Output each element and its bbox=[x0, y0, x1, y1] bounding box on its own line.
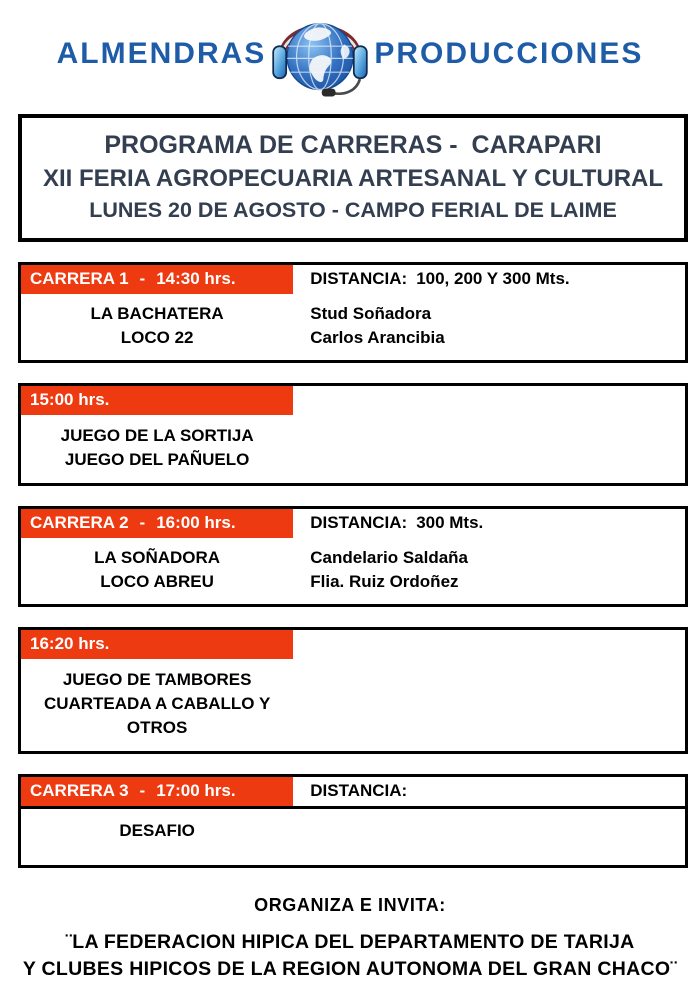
event-1500-items bbox=[21, 415, 293, 483]
event-item: JUEGO DEL PAÑUELO bbox=[64, 450, 250, 469]
carrera-1-time-bar bbox=[21, 265, 293, 294]
federation-lines bbox=[0, 929, 700, 983]
entry-row bbox=[21, 326, 685, 350]
horse-name: LOCO 22 bbox=[120, 328, 194, 347]
carrera-2-time: 16:00 hrs. bbox=[156, 513, 236, 532]
federation-line-2: Y CLUBES HIPICOS DE LA REGION AUTONOMA DEL GRAN CHACO¨ bbox=[22, 958, 678, 980]
carrera-3-time-bar bbox=[21, 777, 293, 806]
owner-name: Carlos Arancibia bbox=[310, 328, 445, 347]
carrera-1-time: 14:30 hrs. bbox=[156, 269, 236, 288]
carrera-3-header-row bbox=[21, 777, 685, 809]
separator-dash: - bbox=[139, 513, 146, 532]
event-1500-time-bar: 15:00 hrs. bbox=[21, 386, 293, 415]
brand-header bbox=[0, 6, 700, 102]
distance-label: DISTANCIA: bbox=[310, 269, 408, 288]
entry-row bbox=[21, 570, 685, 594]
section-event-1500 bbox=[18, 383, 688, 486]
carrera-1-header-row bbox=[21, 265, 685, 294]
event-item: JUEGO DE TAMBORES bbox=[62, 670, 252, 689]
distance-value: 100, 200 Y 300 Mts. bbox=[416, 269, 570, 288]
event-item: JUEGO DE LA SORTIJA bbox=[60, 426, 254, 445]
owner-name: Stud Soñadora bbox=[310, 304, 432, 323]
separator-dash: - bbox=[139, 269, 146, 288]
carrera-2-distance bbox=[293, 509, 685, 538]
carrera-3-distance bbox=[293, 777, 685, 806]
distance-label: DISTANCIA: bbox=[310, 781, 408, 800]
owner-name: Flia. Ruiz Ordoñez bbox=[310, 572, 459, 591]
entry-row bbox=[21, 819, 685, 843]
carrera-2-label: CARRERA 2 bbox=[30, 513, 129, 532]
organizer-label: ORGANIZA E INVITA: bbox=[254, 895, 446, 915]
section-carrera-1 bbox=[18, 262, 688, 363]
carrera-2-entries bbox=[21, 538, 685, 604]
carrera-2-header-row bbox=[21, 509, 685, 538]
event-1620-time-bar: 16:20 hrs. bbox=[21, 630, 293, 659]
carrera-3-entries bbox=[21, 809, 685, 865]
carrera-1-entries bbox=[21, 294, 685, 360]
date-venue: LUNES 20 DE AGOSTO - CAMPO FERIAL DE LAIME bbox=[89, 198, 617, 222]
distance-label: DISTANCIA: bbox=[310, 513, 408, 532]
carrera-1-distance bbox=[293, 265, 685, 294]
section-carrera-3 bbox=[18, 774, 688, 868]
horse-name: LOCO ABREU bbox=[100, 572, 214, 591]
horse-name: LA BACHATERA bbox=[90, 304, 224, 323]
owner-name: Candelario Saldaña bbox=[310, 548, 469, 567]
carrera-2-time-bar bbox=[21, 509, 293, 538]
carrera-3-time: 17:00 hrs. bbox=[156, 781, 236, 800]
horse-name: DESAFIO bbox=[119, 821, 195, 840]
brand-name-right: PRODUCCIONES bbox=[374, 37, 644, 70]
entry-row bbox=[21, 546, 685, 570]
globe-headphones-icon bbox=[268, 6, 372, 102]
section-event-1620 bbox=[18, 627, 688, 754]
footer bbox=[0, 895, 700, 983]
event-item: CUARTEADA A CABALLO Y OTROS bbox=[43, 694, 271, 737]
event-1620-items bbox=[21, 659, 293, 751]
brand-name-left: ALMENDRAS bbox=[56, 37, 267, 70]
separator-dash: - bbox=[139, 781, 146, 800]
owner-name bbox=[293, 819, 685, 843]
entry-row bbox=[21, 302, 685, 326]
title-box bbox=[18, 114, 688, 242]
distance-value: 300 Mts. bbox=[416, 513, 484, 532]
horse-name: LA SOÑADORA bbox=[94, 548, 221, 567]
section-carrera-2 bbox=[18, 506, 688, 607]
federation-line-1: ¨LA FEDERACION HIPICA DEL DEPARTAMENTO DE TARIJA bbox=[65, 931, 635, 953]
carrera-3-label: CARRERA 3 bbox=[30, 781, 129, 800]
fair-title: XII FERIA AGROPECUARIA ARTESANAL Y CULTURAL bbox=[42, 165, 664, 192]
program-title: PROGRAMA DE CARRERAS - CARAPARI bbox=[104, 131, 602, 159]
carrera-1-label: CARRERA 1 bbox=[30, 269, 129, 288]
